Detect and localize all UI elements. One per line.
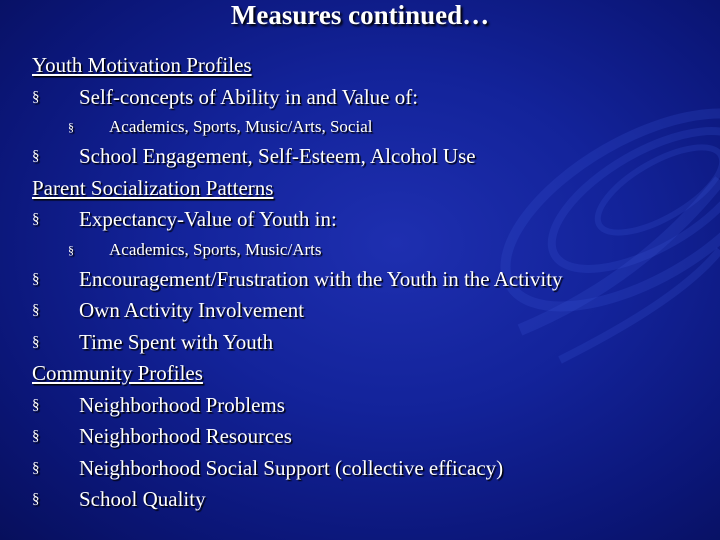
- bullet-marker-icon: §: [32, 270, 40, 287]
- list-item-text: Time Spent with Youth: [79, 329, 274, 354]
- sub-list-item: [32, 236, 712, 264]
- list-item-text: School Quality: [79, 487, 206, 511]
- list-item: [32, 82, 712, 114]
- slide-content: [32, 50, 712, 516]
- list-item: [32, 204, 712, 236]
- list-item-text: Self-concepts of Ability in and Value of:: [79, 84, 419, 109]
- bullet-marker-icon: §: [32, 428, 40, 444]
- bullet-marker-icon: §: [32, 491, 40, 507]
- list-item-text: Own Activity Involvement: [79, 298, 305, 322]
- section-heading-text: Youth Motivation Profiles: [32, 53, 252, 77]
- sub-list-item-text: Academics, Sports, Music/Arts: [109, 239, 322, 259]
- bullet-marker-icon: §: [32, 333, 40, 350]
- bullet-marker-icon: §: [32, 302, 40, 318]
- section-heading-text: Parent Socialization Patterns: [32, 175, 274, 200]
- list-item: [32, 327, 712, 359]
- list-item: [32, 484, 712, 516]
- list-item: [32, 295, 712, 327]
- section-heading-community-profiles: [32, 358, 712, 390]
- list-item-text: Neighborhood Resources: [79, 424, 292, 448]
- list-item: [32, 141, 712, 173]
- list-item: [32, 264, 712, 296]
- section-heading-text: Community Profiles: [32, 361, 203, 385]
- bullet-marker-icon: §: [68, 120, 74, 134]
- bullet-marker-icon: §: [68, 242, 74, 257]
- sub-list-item-text: Academics, Sports, Music/Arts, Social: [109, 117, 373, 136]
- list-item: [32, 390, 712, 422]
- list-item-text: Neighborhood Social Support (collective efficacy): [79, 455, 504, 480]
- bullet-marker-icon: §: [32, 459, 40, 476]
- section-heading-parent-socialization: [32, 173, 712, 205]
- bullet-marker-icon: §: [32, 211, 40, 227]
- list-item: [32, 453, 712, 485]
- section-heading-youth-motivation: [32, 50, 712, 82]
- list-item-text: Neighborhood Problems: [79, 392, 285, 417]
- slide-title: Measures continued…: [230, 0, 490, 30]
- sub-list-item: [32, 113, 712, 141]
- list-item-text: School Engagement, Self-Esteem, Alcohol Use: [79, 144, 476, 168]
- bullet-marker-icon: §: [32, 88, 40, 105]
- bullet-marker-icon: §: [32, 148, 40, 164]
- list-item-text: Encouragement/Frustration with the Youth in the Activity: [79, 266, 563, 291]
- list-item-text: Expectancy-Value of Youth in:: [79, 207, 337, 231]
- list-item: [32, 421, 712, 453]
- bullet-marker-icon: §: [32, 396, 40, 413]
